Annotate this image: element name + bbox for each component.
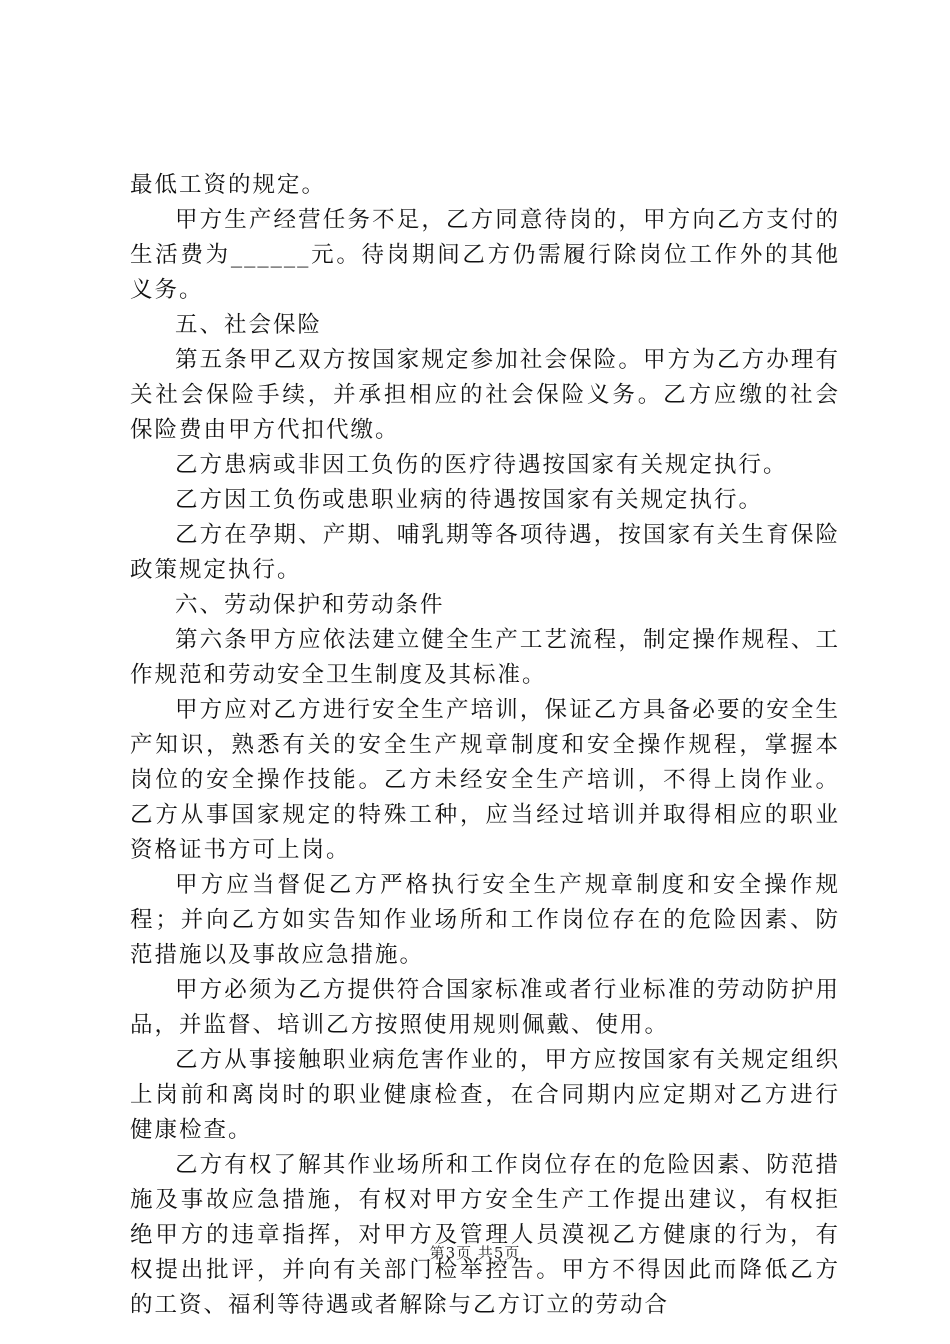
paragraph: 六、劳动保护和劳动条件 — [175, 592, 445, 618]
paragraph: 第六条甲方应依法建立健全生产工艺流程，制定操作规程、工作规范和劳动安全卫生制度及其标准。 — [130, 627, 840, 688]
paragraph: 第五条甲乙双方按国家规定参加社会保险。甲方为乙方办理有关社会保险手续，并承担相应的社会保险义务。乙方应缴的社会保险费由甲方代扣代缴。 — [130, 347, 840, 443]
paragraph: 乙方从事接触职业病危害作业的，甲方应按国家有关规定组织上岗前和离岗时的职业健康检查，在合同期内应定期对乙方进行健康检查。 — [130, 1047, 840, 1143]
paragraph: 最低工资的规定。 — [130, 172, 327, 198]
paragraph: 乙方在孕期、产期、哺乳期等各项待遇，按国家有关生育保险政策规定执行。 — [130, 522, 840, 583]
paragraph: 乙方患病或非因工负伤的医疗待遇按国家有关规定执行。 — [175, 452, 788, 478]
paragraph: 甲方必须为乙方提供符合国家标准或者行业标准的劳动防护用品，并监督、培训乙方按照使用规则佩戴、使用。 — [130, 977, 840, 1038]
paragraph: 乙方有权了解其作业场所和工作岗位存在的危险因素、防范措施及事故应急措施，有权对甲方安全生产工作提出建议，有权拒绝甲方的违章指挥，对甲方及管理人员漠视乙方健康的行为，有权提出批评，并向有关部门检举控告。甲方不得因此而降低乙方的工资、福利等待遇或者解除与乙方订立的劳动合 — [130, 1152, 840, 1318]
document-body — [130, 168, 840, 1323]
paragraph: 乙方因工负伤或患职业病的待遇按国家有关规定执行。 — [175, 487, 764, 513]
paragraph: 五、社会保险 — [175, 312, 323, 338]
paragraph: 甲方应对乙方进行安全生产培训，保证乙方具备必要的安全生产知识，熟悉有关的安全生产规章制度和安全操作规程，掌握本岗位的安全操作技能。乙方未经安全生产培训，不得上岗作业。乙方从事国家规定的特殊工种，应当经过培训并取得相应的职业资格证书方可上岗。 — [130, 697, 840, 863]
paragraph: 甲方生产经营任务不足，乙方同意待岗的，甲方向乙方支付的生活费为______元。待岗期间乙方仍需履行除岗位工作外的其他义务。 — [130, 207, 840, 303]
page-footer: 第3页 共5页 — [429, 1244, 521, 1262]
paragraph: 甲方应当督促乙方严格执行安全生产规章制度和安全操作规程；并向乙方如实告知作业场所和工作岗位存在的危险因素、防范措施以及事故应急措施。 — [130, 872, 840, 968]
